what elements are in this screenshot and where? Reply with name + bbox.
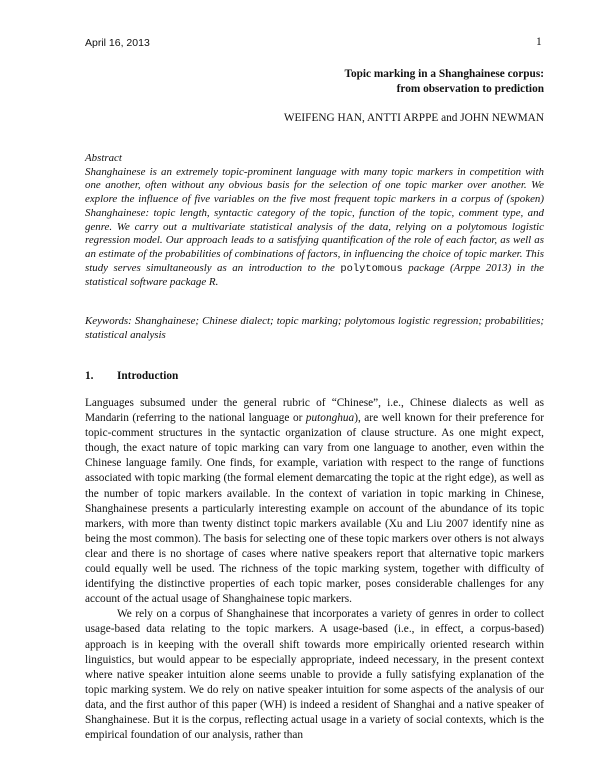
paragraph-2: We rely on a corpus of Shanghainese that incorporates a variety of genres in order to collect usage-based data relating to the topic markers. A usage-based (i.e., in effect, a corpus-based) approach is in keeping with the overall shift towards more empirically oriented research within linguistics, but would appear to be especially appropriate, indeed necessary, in the present context where native speaker intuition alone seems unable to provide a fully satisfying explanation of the topic marking system. We do rely on native speaker intuition for some aspects of the analysis of our data, and the first author of this paper (WH) is indeed a resident of Shanghai and a native speaker of Shanghainese. But it is the corpus, reflecting actual usage in a variety of social contexts, which is the empirical foundation of our analysis, rather than: [85, 608, 544, 742]
paper-title: [344, 67, 544, 97]
header-date: April 16, 2013: [85, 37, 150, 49]
authors: WEIFENG HAN, ANTTI ARPPE and JOHN NEWMAN: [283, 112, 544, 124]
section-title: Introduction: [117, 370, 179, 382]
paragraph-1-italic-term: putonghua: [305, 412, 355, 425]
abstract-text-end: package (Arppe 2013) in the statistical software package R.: [85, 261, 544, 289]
abstract-text: [85, 166, 544, 290]
paragraph-1-start: Languages subsumed under the general rubric of “Chinese”, i.e., Chinese dialects as well as Mandarin (referring to the national language or: [85, 397, 544, 425]
abstract-text-main: Shanghainese is an extremely topic-prominent language with many topic markers in competition with one another, often without any obvious basis for the selection of one topic marker over another. We explore the influence of five variables on the five most frequent topic markers in a corpus of (spoken) Shanghainese: topic length, syntactic category of the topic, function of the topic, comment type, and genre. We carry out a multivariate statistical analysis of the data, relying on a polytomous logistic regression model. Our approach leads to a satisfying quantification of the role of each factor, as well as an estimate of the probabilities of combinations of factors, in influencing the choice of topic marker. This study serves simultaneously as an introduction to the: [85, 165, 544, 274]
keywords: Keywords: Shanghainese; Chinese dialect; topic marking; polytomous logistic regression; probabilities; statistical analysis: [85, 315, 544, 341]
page-number: 1: [536, 36, 542, 48]
abstract-heading: Abstract: [85, 152, 122, 164]
section-heading: [85, 370, 544, 382]
body-text: [85, 396, 544, 743]
title-line-1: Topic marking in a Shanghainese corpus:: [344, 68, 544, 80]
paragraph-1: [85, 396, 544, 607]
title-line-2: from observation to prediction: [396, 83, 544, 95]
abstract: [85, 152, 544, 290]
paragraph-1-rest: ), are well known for their preference for topic-comment structures in the syntactic organization of clause structure. As one might expect, though, the exact nature of topic marking can vary from one language to another, even within the Chinese language family. One finds, for example, variation with respect to the range of functions associated with topic marking (the formal element demarcating the topic at the right edge), as well as the number of topic markers available. In the context of variation in topic marking in Chinese, Shanghainese presents a particularly interesting example on account of the abundance of its topic markers, with more than twenty distinct topic markers available (Xu and Liu 2007 identify nine as being the most common). The basis for selecting one of these topic markers over others is not always clear and there is no shortage of cases where native speakers report that alternative topic markers could equally well be used. The richness of the topic marking system, together with difficulty of identifying the distinctive properties of each topic marker, poses considerable challenges for any account of the actual usage of Shanghainese topic markers.: [85, 412, 544, 606]
package-name: polytomous: [340, 262, 403, 275]
section-number: 1.: [85, 370, 94, 382]
